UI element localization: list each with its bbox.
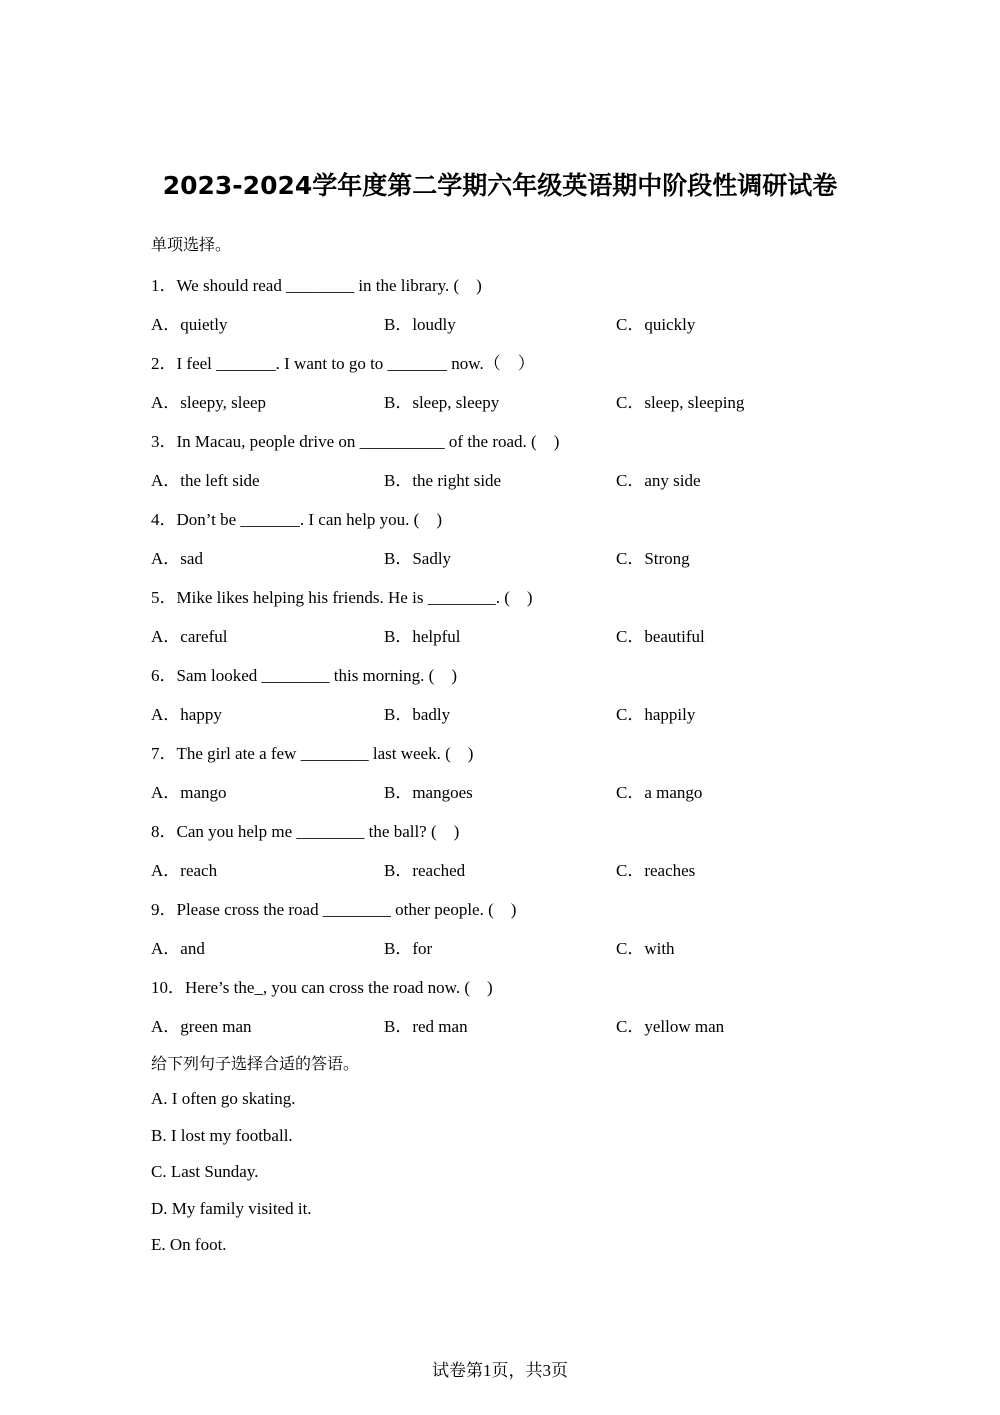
answer-option-d: D. My family visited it.: [151, 1199, 312, 1218]
question-1-option-c: C．quickly: [616, 315, 696, 334]
section-heading-single-choice: 单项选择。: [151, 235, 232, 254]
page-title: 2023-2024学年度第二学期六年级英语期中阶段性调研试卷: [162, 171, 838, 200]
page-footer: 试卷第1页，共3页: [432, 1361, 568, 1380]
question-4: 4．Don’t be _______. I can help you. ( ): [151, 510, 442, 529]
question-9-option-b: B．for: [384, 939, 433, 958]
question-7: 7．The girl ate a few ________ last week. ( ): [151, 744, 474, 763]
question-8-option-c: C．reaches: [616, 861, 696, 880]
question-6: 6．Sam looked ________ this morning. ( ): [151, 666, 457, 685]
question-2-option-b: B．sleep, sleepy: [384, 393, 500, 412]
question-6-option-a: A．happy: [151, 705, 222, 724]
answer-option-b: B. I lost my football.: [151, 1126, 293, 1145]
question-2-option-c: C．sleep, sleeping: [616, 393, 745, 412]
question-9: 9．Please cross the road ________ other people. ( ): [151, 900, 517, 919]
answer-option-c: C. Last Sunday.: [151, 1162, 259, 1181]
answer-option-a: A. I often go skating.: [151, 1089, 296, 1108]
question-6-option-b: B．badly: [384, 705, 451, 724]
question-7-option-b: B．mangoes: [384, 783, 473, 802]
question-8: 8．Can you help me ________ the ball? ( ): [151, 822, 460, 841]
question-7-option-a: A．mango: [151, 783, 227, 802]
question-3-option-b: B．the right side: [384, 471, 502, 490]
question-8-option-b: B．reached: [384, 861, 466, 880]
question-2-option-a: A．sleepy, sleep: [151, 393, 267, 412]
question-1: 1．We should read ________ in the library. ( ): [151, 276, 482, 295]
question-10-option-b: B．red man: [384, 1017, 468, 1036]
question-8-option-a: A．reach: [151, 861, 218, 880]
section-heading-matching: 给下列句子选择合适的答语。: [151, 1054, 360, 1073]
question-2: 2．I feel _______. I want to go to _______ now.（ ）: [151, 354, 535, 373]
question-3-option-c: C．any side: [616, 471, 701, 490]
question-10-option-a: A．green man: [151, 1017, 252, 1036]
question-1-option-b: B．loudly: [384, 315, 456, 334]
question-5-option-c: C．beautiful: [616, 627, 705, 646]
question-4-option-b: B．Sadly: [384, 549, 452, 568]
question-5-option-b: B．helpful: [384, 627, 461, 646]
question-6-option-c: C．happily: [616, 705, 696, 724]
question-7-option-c: C．a mango: [616, 783, 703, 802]
question-5: 5．Mike likes helping his friends. He is ________. ( ): [151, 588, 533, 607]
question-1-option-a: A．quietly: [151, 315, 228, 334]
question-4-option-c: C．Strong: [616, 549, 690, 568]
question-4-option-a: A．sad: [151, 549, 203, 568]
question-10: 10．Here’s the_, you can cross the road now. ( ): [151, 978, 493, 997]
question-3: 3．In Macau, people drive on __________ of the road. ( ): [151, 432, 560, 451]
question-9-option-c: C．with: [616, 939, 675, 958]
question-10-option-c: C．yellow man: [616, 1017, 725, 1036]
question-5-option-a: A．careful: [151, 627, 228, 646]
question-3-option-a: A．the left side: [151, 471, 260, 490]
answer-option-e: E. On foot.: [151, 1235, 227, 1254]
question-9-option-a: A．and: [151, 939, 205, 958]
